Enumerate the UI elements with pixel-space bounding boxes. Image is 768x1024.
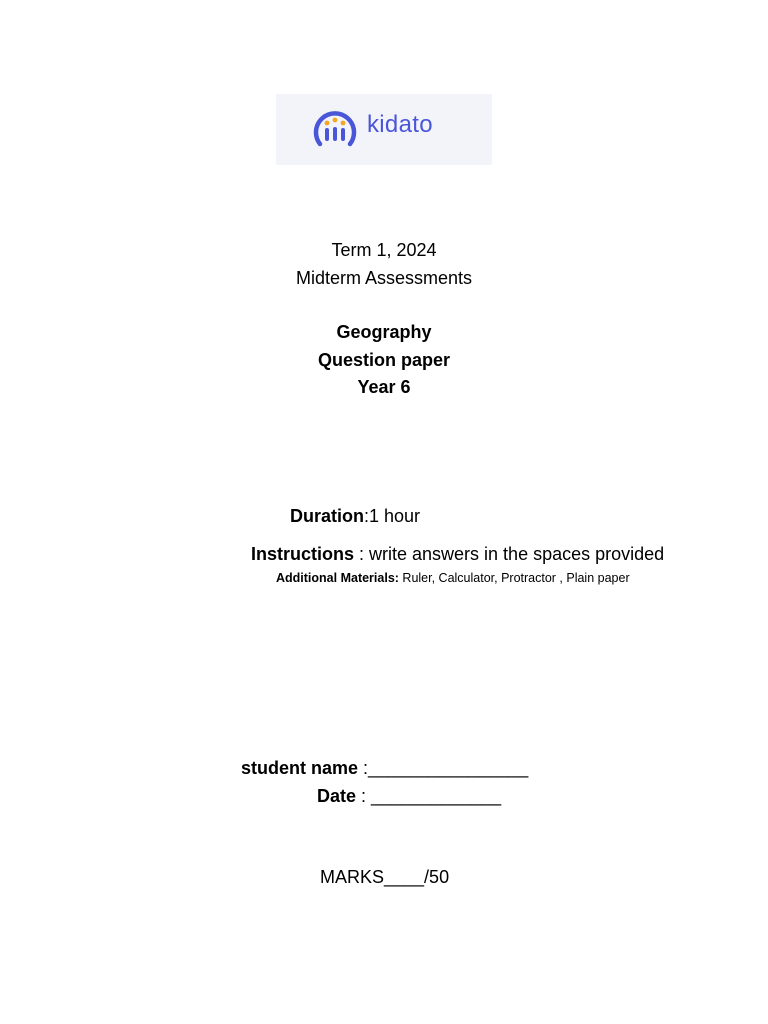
- date-label: Date: [317, 786, 357, 806]
- date-field: [317, 786, 501, 807]
- kidato-logo-icon: [310, 104, 360, 154]
- student-name-label: student name: [241, 758, 359, 778]
- logo-banner: [276, 94, 492, 165]
- logo-wordmark: kidato: [367, 111, 433, 138]
- instructions-value: : write answers in the spaces provided: [354, 544, 665, 564]
- marks-field: MARKS____/50: [320, 867, 450, 887]
- assessment-heading: Midterm Assessments: [295, 268, 473, 288]
- year-level: Year 6: [357, 377, 411, 397]
- student-name-blank: :________________: [358, 758, 529, 778]
- materials-line: [276, 571, 630, 585]
- materials-value: Ruler, Calculator, Protractor , Plain paper: [398, 571, 630, 585]
- materials-label: Additional Materials:: [276, 571, 399, 585]
- duration-label: Duration: [290, 506, 364, 526]
- student-name-field: [241, 758, 528, 779]
- duration-line: [290, 506, 420, 527]
- instructions-line: [251, 544, 664, 565]
- instructions-label: Instructions: [251, 544, 355, 564]
- date-blank: : _____________: [356, 786, 502, 806]
- duration-value: :1 hour: [364, 506, 421, 526]
- term-heading: Term 1, 2024: [331, 240, 437, 260]
- subject-title: Geography: [336, 322, 432, 342]
- paper-type: Question paper: [317, 350, 451, 370]
